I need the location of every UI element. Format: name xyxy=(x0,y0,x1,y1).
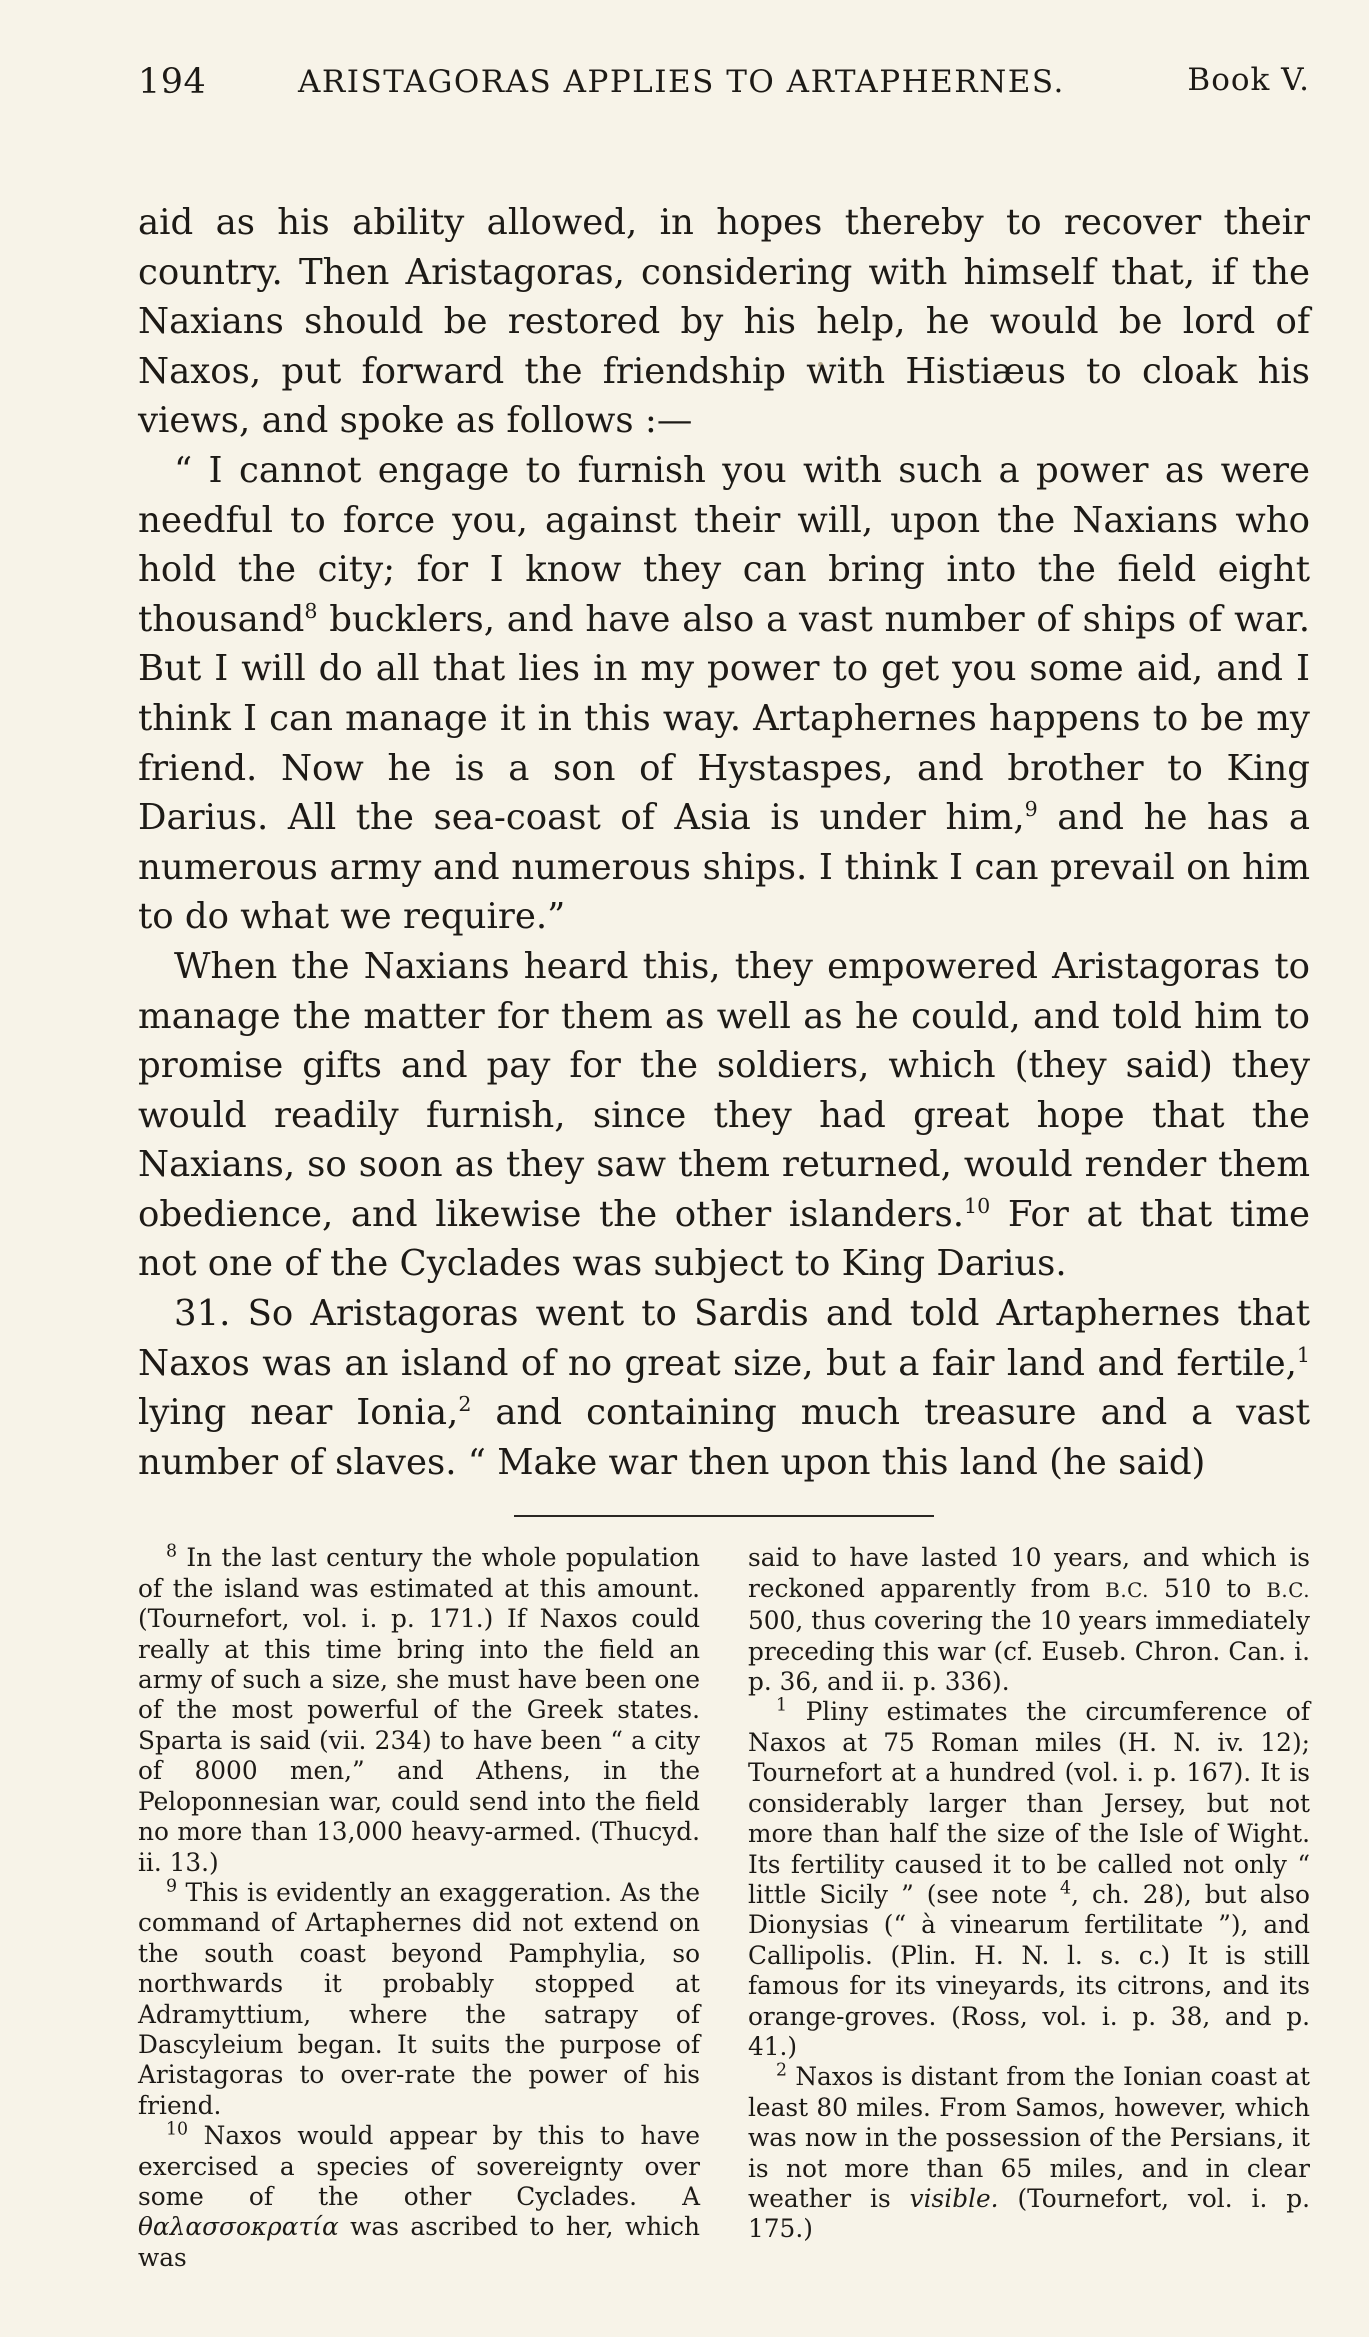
footnote-10-continued: said to have lasted 10 years, and which is reckoned apparently from B.C. 510 to B.C. 500, thus covering the 10 years immediately preceding this war (cf. Euseb. Chron. Can. i. p. 36, and ii. p. 336). xyxy=(748,1543,1310,1697)
book-label: Book V. xyxy=(1187,62,1310,98)
footnote-1: $^1$ Pliny estimates the circumference of Naxos at 75 Roman miles (H. N. iv. 12); Tournefort at a hundred (vol. i. p. 167). It is considerably larger than Jersey, but not more than half the size of the Isle of Wight. Its fertility caused it to be called not only “ little Sicily ” (see note $^4$, ch. 28), but also Dionysias (“ à vinearum fertilitate ”), and Callipolis. (Plin. H. N. l. s. c.) It is still famous for its vineyards, its citrons, and its orange-groves. (Ross, vol. i. p. 38, and p. 41.) xyxy=(748,1696,1310,2061)
footnote-8: $^8$ In the last century the whole population of the island was estimated at this amount. (Tournefort, vol. i. p. 171.) If Naxos could really at this time bring into the field an army of such a size, she must have been one of the most powerful of the Greek states. Sparta is said (vii. 234) to have been “ a city of 8000 men,” and Athens, in the Peloponnesian war, could send into the field no more than 13,000 heavy-armed. (Thucyd. ii. 13.) xyxy=(138,1542,700,1877)
footnote-mark: 2 xyxy=(776,2061,788,2082)
footnote-mark: 1 xyxy=(776,1696,788,1717)
paragraph-3: When the Naxians heard this, they empowered Aristagoras to manage the matter for them as well as he could, and told him to promise gifts and pay for the soldiers, which (they said) they would readily furnish, since they had great hope that the Naxians, so soon as they saw them returned, would render them obedience, and likewise the other islanders.$^{10}$ For at that time not one of the Cyclades was subject to King Darius. xyxy=(138,945,1310,1285)
footnote-mark: 8 xyxy=(166,1542,178,1563)
note-ref-4: 4 xyxy=(1060,1878,1072,1899)
footnote-ref-1[interactable]: 1 xyxy=(1296,1342,1310,1367)
footnote-mark: 9 xyxy=(166,1876,178,1897)
greek-word: θαλασσοκρατία xyxy=(138,2212,339,2242)
footnote-ref-8[interactable]: 8 xyxy=(304,598,318,623)
footnote-ref-2[interactable]: 2 xyxy=(458,1392,472,1417)
paragraph-1: aid as his ability allowed, in hopes thereby to recover their country. Then Aristagoras, considering with himself that, if the Naxians should be restored by his help, he would be lord of Naxos, put forward the friendship with Histiæus to cloak his views, and spoke as follows :— xyxy=(138,202,1310,442)
footnotes-left-column xyxy=(138,1543,700,2273)
footnote-10: $^{10}$ Naxos would appear by this to have exercised a species of sovereignty over some of the other Cyclades. A θαλασσοκρατία was ascribed to her, which was xyxy=(138,2119,700,2272)
page-number: 194 xyxy=(138,62,207,102)
footnote-divider xyxy=(514,1515,934,1517)
main-text xyxy=(138,198,1310,1487)
running-head xyxy=(138,58,1310,108)
footnotes-right-column xyxy=(748,1543,1310,2273)
paragraph-4: 31. So Aristagoras went to Sardis and told Artaphernes that Naxos was an island of no great size, but a fair land and fertile,$^1$ lying near Ionia,$^2$ and containing much treasure and a vast number of slaves. “ Make war then upon this land (he said) xyxy=(138,1293,1310,1483)
footnote-9: $^9$ This is evidently an exaggeration. As the command of Artaphernes did not extend on the south coast beyond Pamphylia, so northwards it probably stopped at Adramyttium, where the satrapy of Dascyleium began. It suits the purpose of Aristagoras to over-rate the power of his friend. xyxy=(138,1876,700,2120)
footnote-ref-10[interactable]: 10 xyxy=(964,1194,991,1219)
running-title: ARISTAGORAS APPLIES TO ARTAPHERNES. xyxy=(298,64,1065,100)
footnote-mark: 10 xyxy=(166,2119,189,2140)
italic-word: visible. xyxy=(909,2183,999,2213)
footnotes xyxy=(138,1543,1310,2273)
book-page xyxy=(138,58,1310,2273)
footnote-ref-9[interactable]: 9 xyxy=(1024,797,1038,822)
footnote-2: $^2$ Naxos is distant from the Ionian coast at least 80 miles. From Samos, however, which was now in the possession of the Persians, it is not more than 65 miles, and in clear weather is visible. (Tournefort, vol. i. p. 175.) xyxy=(748,2061,1310,2244)
paragraph-2: “ I cannot engage to furnish you with such a power as were needful to force you, against their will, upon the Naxians who hold the city; for I know they can bring into the field eight thousand$^8$ bucklers, and have also a vast number of ships of war. But I will do all that lies in my power to get you some aid, and I think I can manage it in this way. Artaphernes happens to be my friend. Now he is a son of Hystaspes, and brother to King Darius. All the sea-coast of Asia is under him,$^9$ and he has a numerous army and numerous ships. I think I can prevail on him to do what we require.” xyxy=(138,449,1310,938)
